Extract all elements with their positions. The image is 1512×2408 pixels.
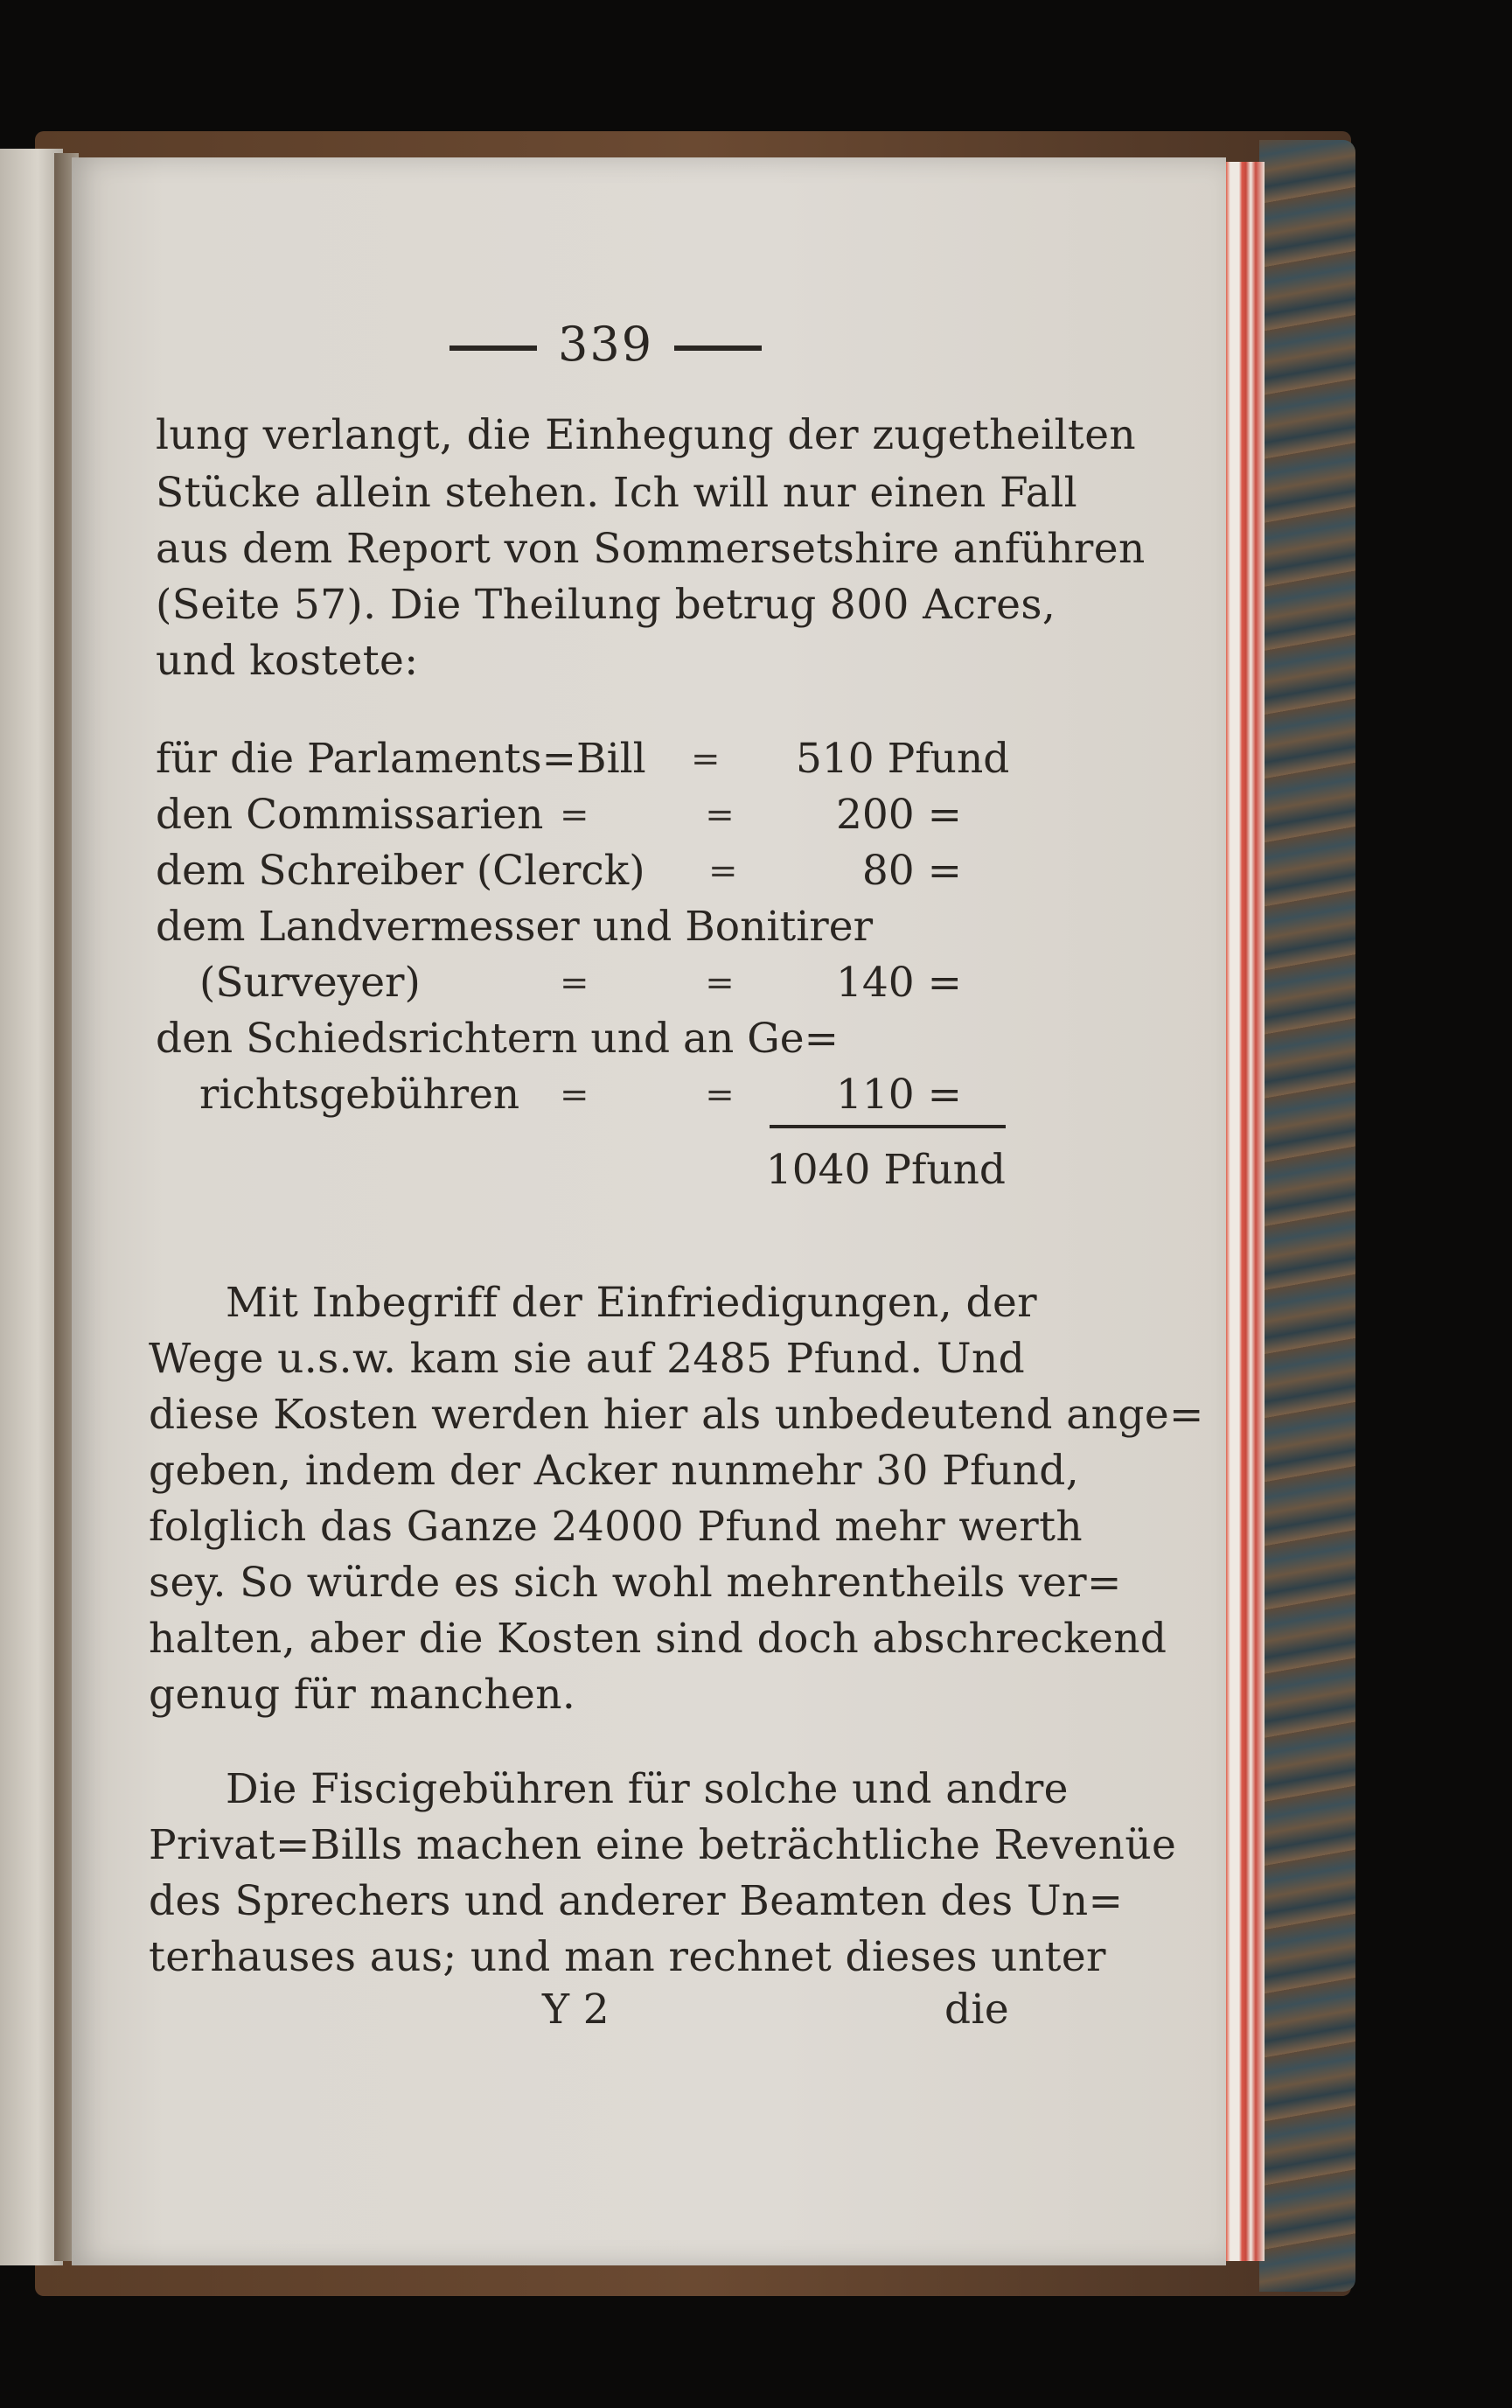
page-number: 339	[558, 317, 654, 372]
ditto-marks: =	[691, 739, 721, 779]
catchword: die	[944, 1986, 1010, 2034]
cost-label: dem Landvermesser und Bonitirer	[156, 903, 874, 951]
sum-rule	[770, 1125, 1006, 1128]
cost-amount: 200 =	[835, 791, 962, 839]
cost-amount: 80 =	[861, 847, 962, 895]
signature-mark: Y 2	[542, 1986, 610, 2034]
text-line: (Seite 57). Die Theilung betrug 800 Acres,	[156, 581, 1056, 629]
cost-label: den Commissarien	[156, 791, 544, 839]
cost-label: dem Schreiber (Clerck)	[156, 847, 645, 895]
text-line: genug für manchen.	[149, 1671, 576, 1719]
text-line: geben, indem der Acker nunmehr 30 Pfund,	[149, 1447, 1080, 1495]
text-line: Stücke allein stehen. Ich will nur einen Fall	[156, 469, 1078, 517]
cost-label: für die Parlaments=Bill	[156, 735, 646, 783]
total-amount: 1040 Pfund	[765, 1146, 1006, 1194]
marbled-cover	[1259, 140, 1355, 2292]
cost-label: richtsgebühren	[199, 1071, 520, 1119]
cost-amount: 140 =	[835, 959, 962, 1007]
text-line: folglich das Ganze 24000 Pfund mehr werth	[149, 1503, 1083, 1551]
cost-label: den Schiedsrichtern und an Ge=	[156, 1015, 839, 1063]
text-line: sey. So würde es sich wohl mehrentheils ver=	[149, 1559, 1122, 1607]
text-line: terhauses aus; und man rechnet dieses unter	[149, 1933, 1106, 1981]
ditto-marks: = =	[560, 795, 735, 835]
ditto-marks: = =	[560, 963, 735, 1003]
text-line: Mit Inbegriff der Einfriedigungen, der	[226, 1279, 1038, 1327]
page-header	[429, 317, 783, 372]
cost-label: (Surveyer)	[199, 959, 421, 1007]
ditto-marks: =	[708, 851, 738, 891]
ditto-marks: = =	[560, 1075, 735, 1115]
text-line: Wege u.s.w. kam sie auf 2485 Pfund. Und	[149, 1335, 1026, 1383]
text-line: Privat=Bills machen eine beträchtliche Revenüe	[149, 1821, 1177, 1869]
text-line: diese Kosten werden hier als unbedeutend ange=	[149, 1391, 1204, 1439]
text-line: aus dem Report von Sommersetshire anführen	[156, 525, 1146, 573]
text-line: des Sprechers und anderer Beamten des Un=	[149, 1877, 1124, 1925]
text-line: Die Fiscigebühren für solche und andre	[226, 1765, 1069, 1813]
text-line: halten, aber die Kosten sind doch abschreckend	[149, 1615, 1167, 1663]
text-line: lung verlangt, die Einhegung der zugetheilten	[156, 411, 1137, 459]
cost-amount: 110 =	[835, 1071, 962, 1119]
text-line: und kostete:	[156, 637, 419, 685]
cost-amount: 510 Pfund	[796, 735, 1010, 783]
